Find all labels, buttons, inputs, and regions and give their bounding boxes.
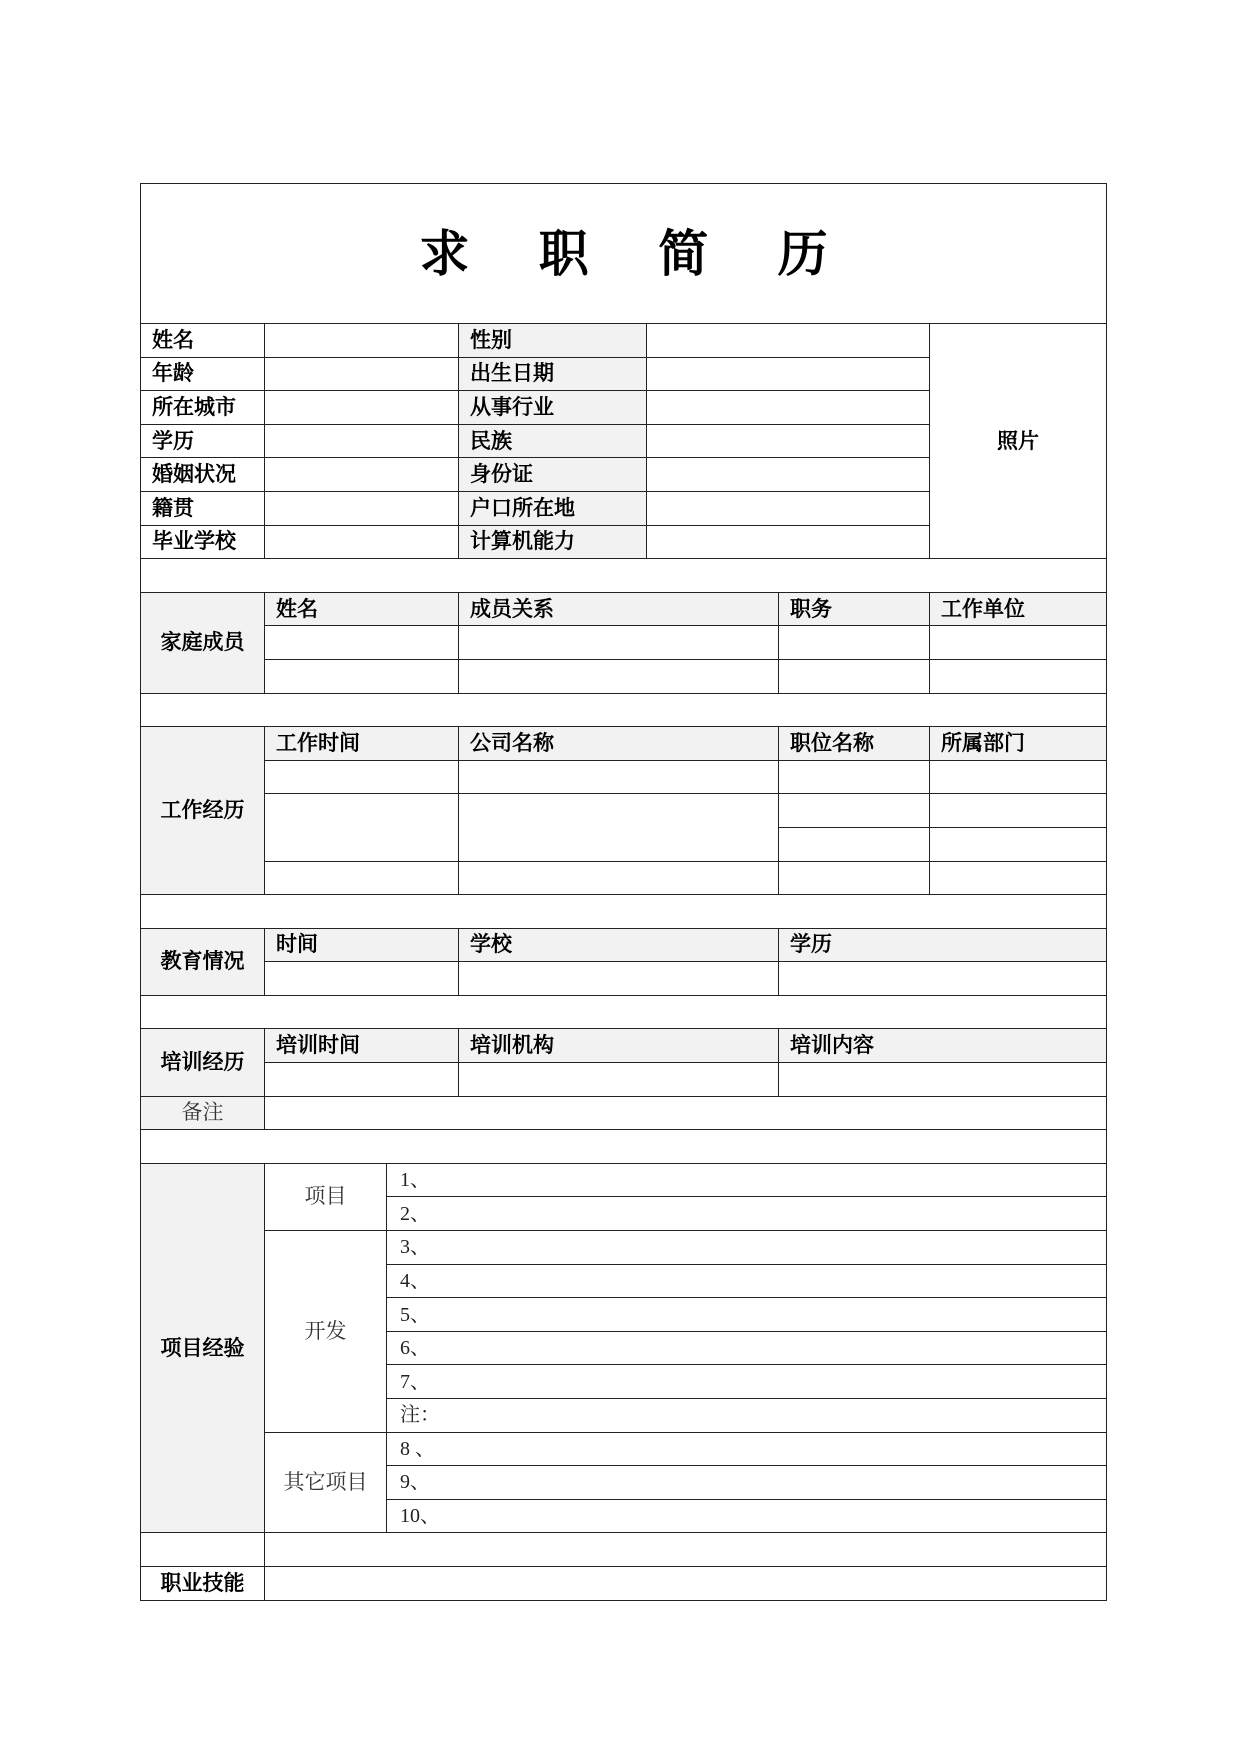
input-computer-skills[interactable] <box>647 525 930 559</box>
label-remarks: 备注 <box>141 1096 265 1130</box>
spacer-row <box>141 693 1107 727</box>
input-gender[interactable] <box>647 324 930 358</box>
page-title: 求 职 简 历 <box>141 184 1107 324</box>
project-item[interactable]: 6、 <box>387 1331 1107 1365</box>
family-row <box>141 626 1107 660</box>
label-household-registration: 户口所在地 <box>459 491 647 525</box>
family-header-employer: 工作单位 <box>930 592 1107 626</box>
input-remarks[interactable] <box>265 1096 1107 1130</box>
work-cell[interactable] <box>459 861 779 895</box>
work-cell[interactable] <box>459 794 779 861</box>
label-id-card: 身份证 <box>459 458 647 492</box>
work-row <box>141 760 1107 794</box>
work-cell[interactable] <box>930 794 1107 828</box>
project-group-projects: 项目 <box>265 1163 387 1230</box>
project-item[interactable]: 8 、 <box>387 1432 1107 1466</box>
family-cell[interactable] <box>459 626 779 660</box>
spacer-row <box>141 1130 1107 1164</box>
input-city[interactable] <box>265 391 459 425</box>
project-item[interactable]: 9、 <box>387 1466 1107 1500</box>
education-header-degree: 学历 <box>779 928 1107 962</box>
work-cell[interactable] <box>265 861 459 895</box>
label-gender: 性别 <box>459 324 647 358</box>
photo-box[interactable]: 照片 <box>930 324 1107 559</box>
project-item[interactable]: 3、 <box>387 1231 1107 1265</box>
work-cell[interactable] <box>930 861 1107 895</box>
section-family: 家庭成员 <box>141 592 265 693</box>
family-header-position: 职务 <box>779 592 930 626</box>
label-industry: 从事行业 <box>459 391 647 425</box>
label-name: 姓名 <box>141 324 265 358</box>
label-marital-status: 婚姻状况 <box>141 458 265 492</box>
project-item[interactable]: 5、 <box>387 1298 1107 1332</box>
label-native-place: 籍贯 <box>141 491 265 525</box>
label-graduate-school: 毕业学校 <box>141 525 265 559</box>
family-cell[interactable] <box>779 626 930 660</box>
work-cell[interactable] <box>779 760 930 794</box>
spacer-row <box>141 995 1107 1029</box>
label-education: 学历 <box>141 424 265 458</box>
label-ethnicity: 民族 <box>459 424 647 458</box>
project-item[interactable]: 1、 <box>387 1163 1107 1197</box>
work-header-period: 工作时间 <box>265 727 459 761</box>
education-cell[interactable] <box>779 962 1107 996</box>
work-cell[interactable] <box>930 760 1107 794</box>
training-cell[interactable] <box>779 1063 1107 1097</box>
family-row <box>141 659 1107 693</box>
project-item[interactable]: 10、 <box>387 1499 1107 1533</box>
work-row <box>141 794 1107 828</box>
work-row <box>141 861 1107 895</box>
input-birthdate[interactable] <box>647 357 930 391</box>
project-group-development: 开发 <box>265 1231 387 1433</box>
spacer-row <box>141 895 1107 929</box>
work-cell[interactable] <box>265 794 459 861</box>
training-header-institution: 培训机构 <box>459 1029 779 1063</box>
project-note[interactable]: 注： <box>387 1399 1107 1433</box>
education-header-school: 学校 <box>459 928 779 962</box>
family-cell[interactable] <box>930 626 1107 660</box>
work-cell[interactable] <box>930 827 1107 861</box>
family-header-relation: 成员关系 <box>459 592 779 626</box>
spacer-cell <box>265 1533 1107 1567</box>
input-graduate-school[interactable] <box>265 525 459 559</box>
input-education[interactable] <box>265 424 459 458</box>
project-item[interactable]: 2、 <box>387 1197 1107 1231</box>
work-cell[interactable] <box>265 760 459 794</box>
project-group-other: 其它项目 <box>265 1432 387 1533</box>
training-row <box>141 1063 1107 1097</box>
resume-form <box>140 183 1107 1601</box>
spacer-row <box>141 559 1107 593</box>
input-name[interactable] <box>265 324 459 358</box>
family-cell[interactable] <box>930 659 1107 693</box>
work-header-title: 职位名称 <box>779 727 930 761</box>
section-training: 培训经历 <box>141 1029 265 1096</box>
input-industry[interactable] <box>647 391 930 425</box>
work-cell[interactable] <box>779 827 930 861</box>
education-header-period: 时间 <box>265 928 459 962</box>
spacer-cell <box>141 1533 265 1567</box>
education-row <box>141 962 1107 996</box>
label-city: 所在城市 <box>141 391 265 425</box>
training-cell[interactable] <box>265 1063 459 1097</box>
education-cell[interactable] <box>265 962 459 996</box>
input-ethnicity[interactable] <box>647 424 930 458</box>
label-age: 年龄 <box>141 357 265 391</box>
input-household-registration[interactable] <box>647 491 930 525</box>
project-item[interactable]: 7、 <box>387 1365 1107 1399</box>
work-cell[interactable] <box>779 794 930 828</box>
work-header-company: 公司名称 <box>459 727 779 761</box>
section-projects: 项目经验 <box>141 1163 265 1533</box>
work-cell[interactable] <box>779 861 930 895</box>
family-cell[interactable] <box>265 659 459 693</box>
training-header-period: 培训时间 <box>265 1029 459 1063</box>
family-header-name: 姓名 <box>265 592 459 626</box>
family-cell[interactable] <box>459 659 779 693</box>
label-birthdate: 出生日期 <box>459 357 647 391</box>
training-header-content: 培训内容 <box>779 1029 1107 1063</box>
input-id-card[interactable] <box>647 458 930 492</box>
input-native-place[interactable] <box>265 491 459 525</box>
family-cell[interactable] <box>265 626 459 660</box>
input-marital-status[interactable] <box>265 458 459 492</box>
work-cell[interactable] <box>459 760 779 794</box>
label-computer-skills: 计算机能力 <box>459 525 647 559</box>
label-skills: 职业技能 <box>141 1566 265 1600</box>
project-item[interactable]: 4、 <box>387 1264 1107 1298</box>
work-header-department: 所属部门 <box>930 727 1107 761</box>
family-cell[interactable] <box>779 659 930 693</box>
section-work: 工作经历 <box>141 727 265 895</box>
input-skills[interactable] <box>265 1566 1107 1600</box>
education-cell[interactable] <box>459 962 779 996</box>
section-education: 教育情况 <box>141 928 265 995</box>
training-cell[interactable] <box>459 1063 779 1097</box>
input-age[interactable] <box>265 357 459 391</box>
